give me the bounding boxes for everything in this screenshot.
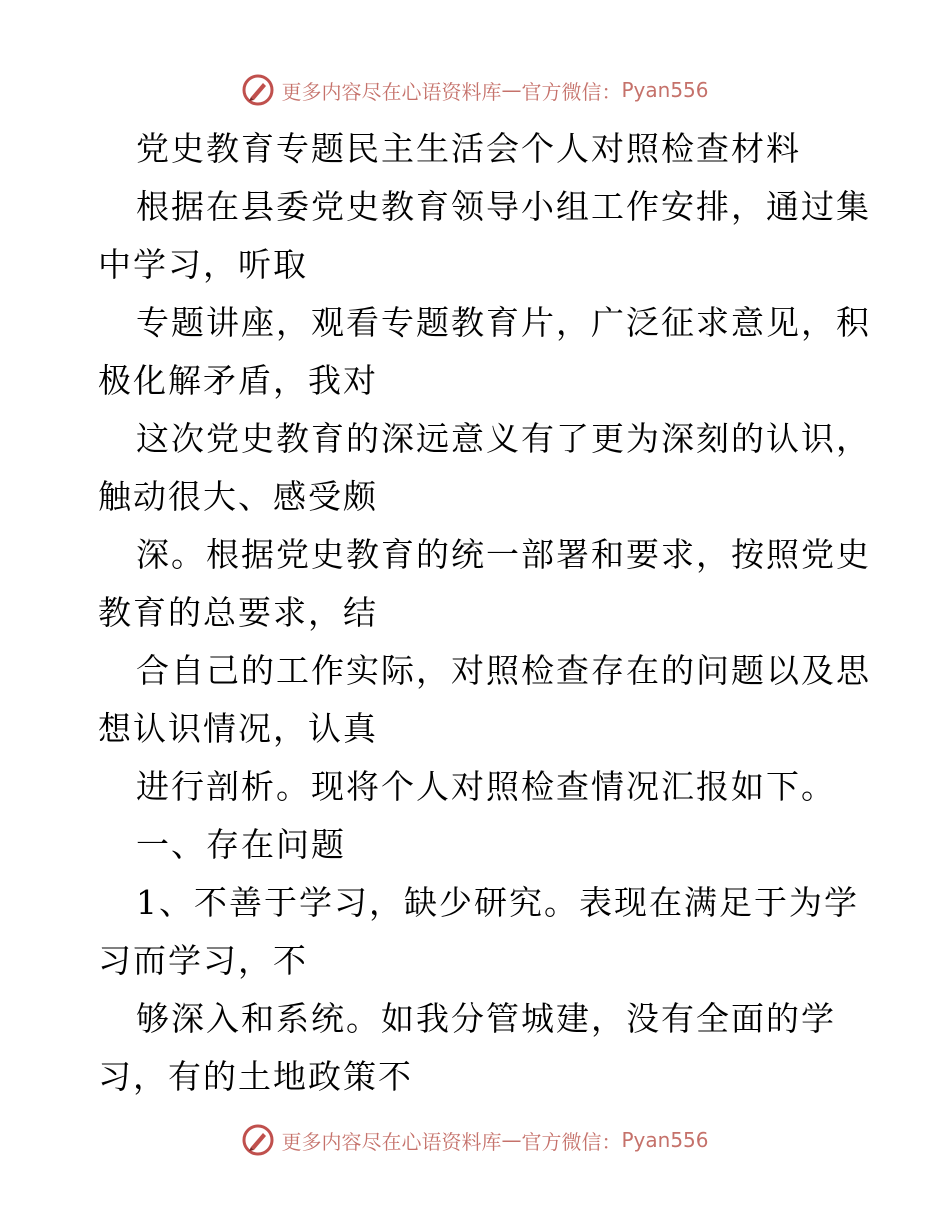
section-heading: 一、存在问题: [136, 825, 346, 864]
text-line: 教育的总要求，结: [98, 593, 378, 632]
banner-dash: —: [501, 78, 522, 102]
text-line: 专题讲座，观看专题教育片，广泛征求意见，积: [136, 303, 871, 342]
banner-dash: —: [501, 1128, 522, 1152]
document-body: [98, 120, 871, 1106]
text-line: 习而学习，不: [98, 941, 308, 980]
pen-logo-icon: [241, 1123, 275, 1157]
banner-text: 更多内容尽在心语资料库: [281, 79, 502, 104]
text-line: 触动很大、感受颇: [98, 477, 378, 516]
text-line: 习，有的土地政策不: [98, 1057, 413, 1096]
banner-wechat-id: Pyan556: [621, 1128, 709, 1152]
banner-wechat-label: 官方微信：: [521, 79, 622, 104]
banner-text: 更多内容尽在心语资料库: [281, 1129, 502, 1154]
text-line: 够深入和系统。如我分管城建，没有全面的学: [136, 999, 836, 1038]
header-banner: [0, 68, 950, 112]
pen-logo-icon: [241, 73, 275, 107]
text-line: 极化解矛盾，我对: [98, 361, 378, 400]
document-title: 党史教育专题民主生活会个人对照检查材料: [136, 129, 801, 168]
banner-wechat-id: Pyan556: [621, 78, 709, 102]
text-line: 这次党史教育的深远意义有了更为深刻的认识，: [136, 419, 871, 458]
text-line: 根据在县委党史教育领导小组工作安排，通过集: [136, 187, 871, 226]
text-line: 合自己的工作实际，对照检查存在的问题以及思: [136, 651, 871, 690]
text-line: 1、不善于学习，缺少研究。表现在满足于为学: [136, 883, 859, 922]
banner-wechat-label: 官方微信：: [521, 1129, 622, 1154]
text-line: 想认识情况，认真: [98, 709, 378, 748]
text-line: 深。根据党史教育的统一部署和要求，按照党史: [136, 535, 871, 574]
footer-banner: [0, 1118, 950, 1162]
text-line: 中学习，听取: [98, 245, 308, 284]
text-line: 进行剖析。现将个人对照检查情况汇报如下。: [136, 767, 836, 806]
